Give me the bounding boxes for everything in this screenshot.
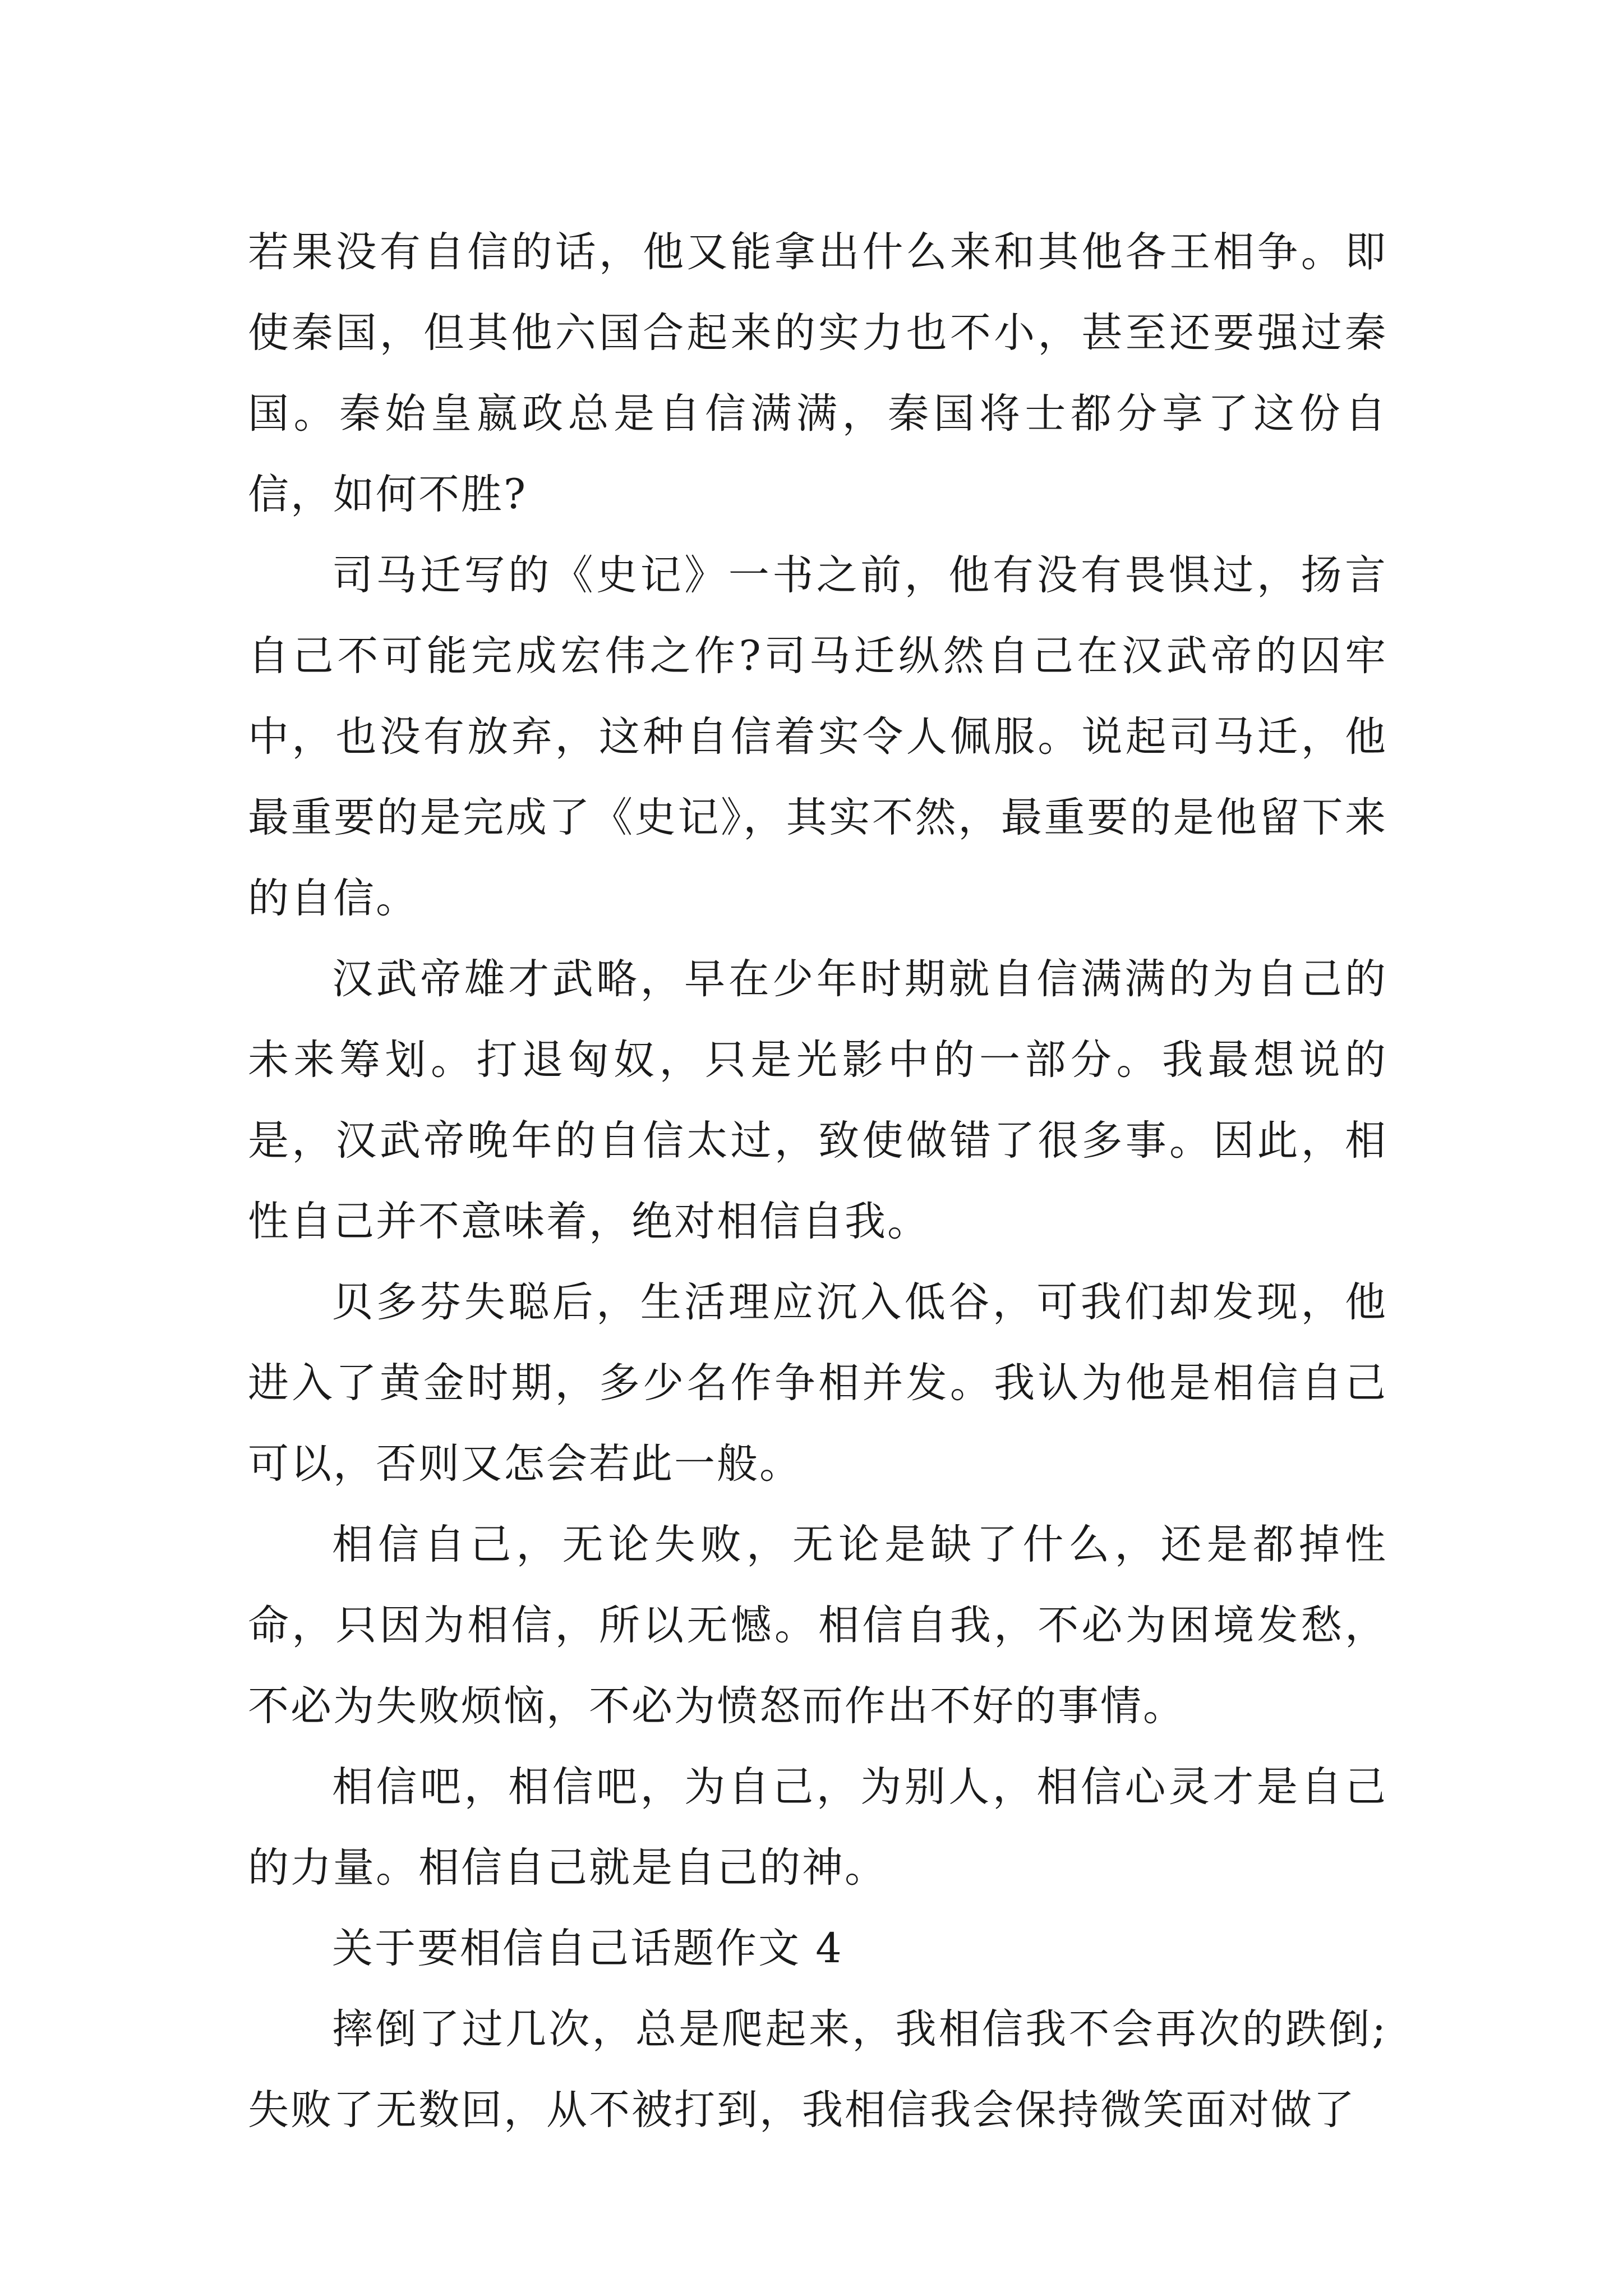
paragraph-han-wudi: 汉武帝雄才武略，早在少年时期就自信满满的为自己的未来筹划。打退匈奴，只是光影中的一部分。我最想说的是，汉武帝晚年的自信太过，致使做错了很多事。因此，相性自己并不意味着，绝对相信自我。: [248, 955, 1387, 1245]
paragraph-believe-self: 相信自己，无论失败，无论是缺了什么，还是都掉性命，只因为相信，所以无憾。相信自我，不必为困境发愁，不必为失败烦恼，不必为愤怒而作出不好的事情。: [248, 1521, 1387, 1730]
paragraph-believe-conclusion: 相信吧，相信吧，为自己，为别人，相信心灵才是自己的力量。相信自己就是自己的神。: [248, 1763, 1387, 1892]
paragraph-essay-4-opening: 摔倒了过几次，总是爬起来，我相信我不会再次的跌倒;失败了无数回，从不被打到，我相信我会保持微笑面对做了: [248, 2005, 1387, 2134]
document-body: [248, 212, 1387, 2151]
paragraph-sima-qian: 司马迁写的《史记》一书之前，他有没有畏惧过，扬言自己不可能完成宏伟之作?司马迁纵然自己在汉武帝的囚牢中，也没有放弃，这种自信着实令人佩服。说起司马迁，他最重要的是完成了《史记》，其实不然，最重要的是他留下来的自信。: [248, 551, 1387, 922]
paragraph-beethoven: 贝多芬失聪后，生活理应沉入低谷，可我们却发现，他进入了黄金时期，多少名作争相并发。我认为他是相信自己可以，否则又怎会若此一般。: [248, 1278, 1387, 1488]
section-title: 关于要相信自己话题作文 4: [332, 1925, 843, 1972]
paragraph-qin-shihuang: 若果没有自信的话，他又能拿出什么来和其他各王相争。即使秦国，但其他六国合起来的实力也不小，甚至还要强过秦国。秦始皇嬴政总是自信满满，秦国将士都分享了这份自信，如何不胜?: [248, 228, 1387, 518]
